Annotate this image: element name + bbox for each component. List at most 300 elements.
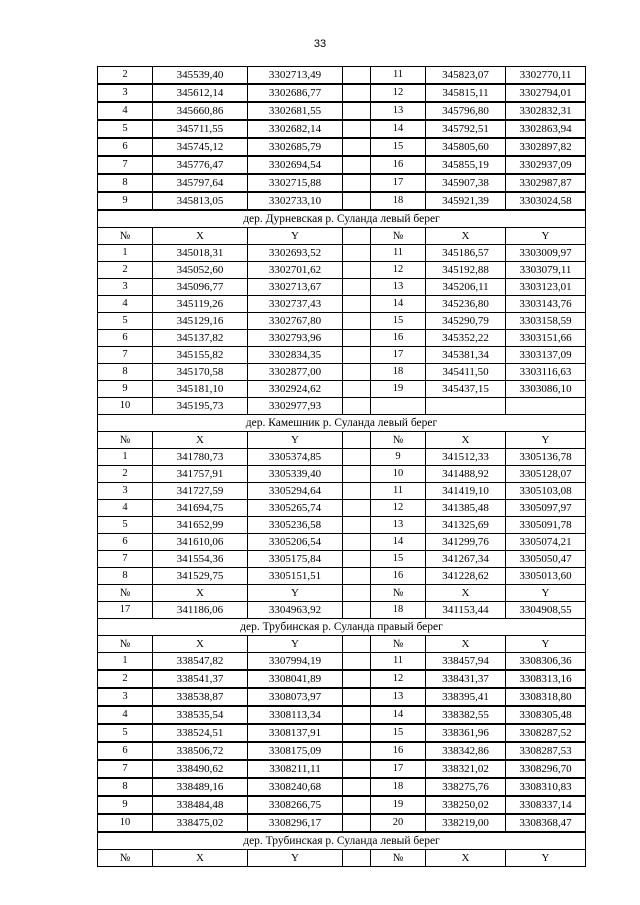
table-row (98, 551, 586, 568)
column-gap (343, 724, 371, 742)
header-x: X (426, 228, 506, 245)
column-gap (343, 636, 371, 653)
column-gap (343, 742, 371, 760)
y-coordinate: 3302793,96 (248, 330, 343, 347)
y-coordinate: 3302924,62 (248, 381, 343, 398)
column-gap (343, 432, 371, 449)
y-coordinate: 3302767,80 (248, 313, 343, 330)
y-coordinate: 3302770,11 (506, 67, 586, 85)
header-y: Y (248, 228, 343, 245)
point-number: 6 (98, 330, 153, 347)
y-coordinate: 3305206,54 (248, 534, 343, 551)
header-num: № (98, 585, 153, 602)
point-number: 8 (98, 174, 153, 192)
point-number: 10 (98, 814, 153, 832)
point-number: 15 (371, 551, 426, 568)
header-y: Y (506, 432, 586, 449)
point-number: 13 (371, 517, 426, 534)
header-y: Y (248, 636, 343, 653)
y-coordinate: 3305339,40 (248, 466, 343, 483)
column-gap (343, 653, 371, 671)
section-title-row (98, 210, 586, 228)
column-gap (343, 228, 371, 245)
table-row (98, 653, 586, 671)
y-coordinate: 3302685,79 (248, 138, 343, 156)
point-number: 12 (371, 670, 426, 688)
point-number: 4 (98, 706, 153, 724)
x-coordinate: 345792,51 (426, 120, 506, 138)
header-y: Y (506, 585, 586, 602)
x-coordinate: 338489,16 (153, 778, 248, 796)
point-number: 9 (98, 381, 153, 398)
point-number: 3 (98, 688, 153, 706)
table-row (98, 483, 586, 500)
y-coordinate: 3308287,52 (506, 724, 586, 742)
point-number: 14 (371, 296, 426, 313)
x-coordinate: 345137,82 (153, 330, 248, 347)
x-coordinate: 338275,76 (426, 778, 506, 796)
column-gap (343, 347, 371, 364)
table-row (98, 760, 586, 778)
header-x: X (153, 850, 248, 867)
point-number: 15 (371, 313, 426, 330)
x-coordinate: 341186,06 (153, 602, 248, 619)
table-row (98, 466, 586, 483)
column-gap (343, 760, 371, 778)
y-coordinate: 3305374,85 (248, 449, 343, 466)
point-number: 14 (371, 120, 426, 138)
point-number: 9 (98, 796, 153, 814)
x-coordinate: 341610,06 (153, 534, 248, 551)
section-title-row (98, 619, 586, 636)
column-gap (343, 500, 371, 517)
x-coordinate: 341694,75 (153, 500, 248, 517)
x-coordinate: 341652,99 (153, 517, 248, 534)
x-coordinate: 345921,39 (426, 192, 506, 210)
column-gap (343, 313, 371, 330)
x-coordinate: 338250,02 (426, 796, 506, 814)
x-coordinate: 341385,48 (426, 500, 506, 517)
y-coordinate: 3302686,77 (248, 84, 343, 102)
y-coordinate: 3308137,91 (248, 724, 343, 742)
x-coordinate: 341325,69 (426, 517, 506, 534)
x-coordinate: 345437,15 (426, 381, 506, 398)
point-number: 8 (98, 568, 153, 585)
header-x: X (153, 228, 248, 245)
table-row (98, 742, 586, 760)
point-number: 4 (98, 296, 153, 313)
x-coordinate: 345797,64 (153, 174, 248, 192)
point-number: 16 (371, 568, 426, 585)
column-gap (343, 102, 371, 120)
section-title: дер. Дурневская р. Суланда левый берег (98, 210, 586, 228)
y-coordinate: 3308266,75 (248, 796, 343, 814)
y-coordinate: 3308175,09 (248, 742, 343, 760)
y-coordinate: 3305050,47 (506, 551, 586, 568)
y-coordinate: 3302682,14 (248, 120, 343, 138)
table-row (98, 364, 586, 381)
y-coordinate: 3302693,52 (248, 245, 343, 262)
y-coordinate: 3308113,34 (248, 706, 343, 724)
point-number: 17 (98, 602, 153, 619)
column-gap (343, 568, 371, 585)
y-coordinate: 3303137,09 (506, 347, 586, 364)
x-coordinate: 345181,10 (153, 381, 248, 398)
x-coordinate: 338321,02 (426, 760, 506, 778)
page-number: 33 (313, 38, 327, 50)
section-title-row (98, 415, 586, 432)
x-coordinate: 345352,22 (426, 330, 506, 347)
table-row (98, 796, 586, 814)
point-number: 11 (371, 67, 426, 85)
point-number: 16 (371, 156, 426, 174)
point-number: 1 (98, 449, 153, 466)
table-row (98, 120, 586, 138)
column-gap (343, 585, 371, 602)
column-gap (343, 670, 371, 688)
column-gap (343, 398, 371, 415)
point-number: 13 (371, 688, 426, 706)
header-num: № (371, 432, 426, 449)
header-num: № (98, 636, 153, 653)
coordinates-table (97, 66, 586, 867)
y-coordinate: 3303151,66 (506, 330, 586, 347)
column-gap (343, 120, 371, 138)
point-number: 5 (98, 313, 153, 330)
point-number: 2 (98, 262, 153, 279)
table-row (98, 67, 586, 85)
point-number: 6 (98, 742, 153, 760)
x-coordinate: 338541,37 (153, 670, 248, 688)
y-coordinate: 3305265,74 (248, 500, 343, 517)
table-row (98, 245, 586, 262)
x-coordinate: 345052,60 (153, 262, 248, 279)
point-number: 2 (98, 466, 153, 483)
x-coordinate: 338490,62 (153, 760, 248, 778)
column-gap (343, 138, 371, 156)
point-number: 15 (371, 724, 426, 742)
point-number: 17 (371, 174, 426, 192)
point-number: 12 (371, 500, 426, 517)
table-row (98, 814, 586, 832)
y-coordinate: 3308306,36 (506, 653, 586, 671)
column-gap (343, 517, 371, 534)
point-number: 6 (98, 534, 153, 551)
x-coordinate: 341488,92 (426, 466, 506, 483)
y-coordinate: 3308318,80 (506, 688, 586, 706)
header-x: X (426, 850, 506, 867)
x-coordinate: 338382,55 (426, 706, 506, 724)
y-coordinate: 3302897,82 (506, 138, 586, 156)
x-coordinate: 338361,96 (426, 724, 506, 742)
x-coordinate: 338506,72 (153, 742, 248, 760)
column-gap (343, 796, 371, 814)
point-number: 6 (98, 138, 153, 156)
x-coordinate: 341757,91 (153, 466, 248, 483)
y-coordinate: 3305013,60 (506, 568, 586, 585)
header-y: Y (506, 850, 586, 867)
table-row (98, 449, 586, 466)
header-x: X (153, 585, 248, 602)
column-gap (343, 67, 371, 85)
y-coordinate: 3302713,49 (248, 67, 343, 85)
column-gap (343, 483, 371, 500)
y-coordinate: 3302987,87 (506, 174, 586, 192)
table-row (98, 262, 586, 279)
y-coordinate: 3303143,76 (506, 296, 586, 313)
x-coordinate: 345290,79 (426, 313, 506, 330)
y-coordinate: 3308211,11 (248, 760, 343, 778)
column-gap (343, 551, 371, 568)
y-coordinate: 3302832,31 (506, 102, 586, 120)
table-row (98, 192, 586, 210)
y-coordinate: 3305074,21 (506, 534, 586, 551)
x-coordinate: 345796,80 (426, 102, 506, 120)
column-gap (343, 850, 371, 867)
y-coordinate: 3305151,51 (248, 568, 343, 585)
y-coordinate: 3308073,97 (248, 688, 343, 706)
y-coordinate: 3308313,16 (506, 670, 586, 688)
table-row (98, 778, 586, 796)
point-number: 4 (98, 500, 153, 517)
x-coordinate: 338547,82 (153, 653, 248, 671)
y-coordinate: 3303009,97 (506, 245, 586, 262)
point-number: 5 (98, 517, 153, 534)
column-gap (343, 192, 371, 210)
point-number: 18 (371, 602, 426, 619)
x-coordinate: 341153,44 (426, 602, 506, 619)
table-row (98, 84, 586, 102)
y-coordinate: 3305136,78 (506, 449, 586, 466)
table-row (98, 102, 586, 120)
column-gap (343, 174, 371, 192)
y-coordinate: 3307994,19 (248, 653, 343, 671)
x-coordinate: 345411,50 (426, 364, 506, 381)
table-row (98, 688, 586, 706)
x-coordinate: 345745,12 (153, 138, 248, 156)
header-x: X (153, 432, 248, 449)
y-coordinate: 3302834,35 (248, 347, 343, 364)
table-row (98, 398, 586, 415)
y-coordinate: 3305128,07 (506, 466, 586, 483)
y-coordinate: 3302694,54 (248, 156, 343, 174)
y-coordinate (506, 398, 586, 415)
table-row (98, 296, 586, 313)
point-number: 11 (371, 245, 426, 262)
header-num: № (98, 432, 153, 449)
y-coordinate: 3302877,00 (248, 364, 343, 381)
header-y: Y (506, 636, 586, 653)
point-number: 10 (371, 466, 426, 483)
column-gap (343, 449, 371, 466)
table-row (98, 706, 586, 724)
x-coordinate: 341267,34 (426, 551, 506, 568)
x-coordinate: 338538,87 (153, 688, 248, 706)
point-number: 18 (371, 192, 426, 210)
table-row (98, 500, 586, 517)
y-coordinate: 3308296,17 (248, 814, 343, 832)
x-coordinate: 345129,16 (153, 313, 248, 330)
x-coordinate: 345186,57 (426, 245, 506, 262)
point-number: 8 (98, 778, 153, 796)
column-gap (343, 279, 371, 296)
x-coordinate: 338535,54 (153, 706, 248, 724)
x-coordinate: 338457,94 (426, 653, 506, 671)
x-coordinate: 341529,75 (153, 568, 248, 585)
x-coordinate: 345119,26 (153, 296, 248, 313)
x-coordinate: 345711,55 (153, 120, 248, 138)
header-x: X (153, 636, 248, 653)
column-gap (343, 381, 371, 398)
x-coordinate: 345206,11 (426, 279, 506, 296)
point-number: 7 (98, 760, 153, 778)
y-coordinate: 3305091,78 (506, 517, 586, 534)
column-gap (343, 245, 371, 262)
y-coordinate: 3308287,53 (506, 742, 586, 760)
y-coordinate: 3308337,14 (506, 796, 586, 814)
table-row (98, 330, 586, 347)
column-header-row (98, 432, 586, 449)
point-number (371, 398, 426, 415)
y-coordinate: 3308368,47 (506, 814, 586, 832)
x-coordinate: 341299,76 (426, 534, 506, 551)
point-number: 4 (98, 102, 153, 120)
column-gap (343, 84, 371, 102)
point-number: 15 (371, 138, 426, 156)
column-gap (343, 156, 371, 174)
y-coordinate: 3302737,43 (248, 296, 343, 313)
y-coordinate: 3308305,48 (506, 706, 586, 724)
point-number: 17 (371, 347, 426, 364)
point-number: 9 (98, 192, 153, 210)
y-coordinate: 3305294,64 (248, 483, 343, 500)
table-row (98, 156, 586, 174)
x-coordinate: 338219,00 (426, 814, 506, 832)
x-coordinate: 345907,38 (426, 174, 506, 192)
column-gap (343, 814, 371, 832)
y-coordinate: 3302863,94 (506, 120, 586, 138)
x-coordinate: 345805,60 (426, 138, 506, 156)
y-coordinate: 3302715,88 (248, 174, 343, 192)
header-num: № (371, 228, 426, 245)
header-num: № (98, 228, 153, 245)
column-header-row (98, 636, 586, 653)
point-number: 11 (371, 653, 426, 671)
x-coordinate: 345236,80 (426, 296, 506, 313)
header-y: Y (248, 432, 343, 449)
x-coordinate: 345155,82 (153, 347, 248, 364)
header-y: Y (506, 228, 586, 245)
y-coordinate: 3305236,58 (248, 517, 343, 534)
y-coordinate: 3303158,59 (506, 313, 586, 330)
header-num: № (98, 850, 153, 867)
table-row (98, 670, 586, 688)
x-coordinate: 345776,47 (153, 156, 248, 174)
point-number: 8 (98, 364, 153, 381)
x-coordinate: 345381,34 (426, 347, 506, 364)
point-number: 13 (371, 102, 426, 120)
point-number: 7 (98, 347, 153, 364)
column-header-row (98, 585, 586, 602)
column-gap (343, 778, 371, 796)
header-y: Y (248, 585, 343, 602)
point-number: 10 (98, 398, 153, 415)
column-gap (343, 688, 371, 706)
y-coordinate: 3302701,62 (248, 262, 343, 279)
column-gap (343, 364, 371, 381)
header-x: X (426, 432, 506, 449)
column-header-row (98, 228, 586, 245)
y-coordinate: 3308296,70 (506, 760, 586, 778)
x-coordinate: 345170,58 (153, 364, 248, 381)
header-x: X (426, 636, 506, 653)
y-coordinate: 3304908,55 (506, 602, 586, 619)
point-number: 5 (98, 120, 153, 138)
y-coordinate: 3303024,58 (506, 192, 586, 210)
x-coordinate: 345815,11 (426, 84, 506, 102)
table-row (98, 138, 586, 156)
table-row (98, 602, 586, 619)
table-row (98, 174, 586, 192)
x-coordinate: 345192,88 (426, 262, 506, 279)
x-coordinate: 341780,73 (153, 449, 248, 466)
y-coordinate: 3302681,55 (248, 102, 343, 120)
y-coordinate: 3308240,68 (248, 778, 343, 796)
header-x: X (426, 585, 506, 602)
point-number: 14 (371, 534, 426, 551)
column-gap (343, 602, 371, 619)
y-coordinate: 3303079,11 (506, 262, 586, 279)
table-row (98, 534, 586, 551)
point-number: 1 (98, 653, 153, 671)
x-coordinate: 341228,62 (426, 568, 506, 585)
point-number: 9 (371, 449, 426, 466)
x-coordinate: 345823,07 (426, 67, 506, 85)
x-coordinate: 338431,37 (426, 670, 506, 688)
point-number: 18 (371, 778, 426, 796)
point-number: 14 (371, 706, 426, 724)
column-gap (343, 534, 371, 551)
y-coordinate: 3303086,10 (506, 381, 586, 398)
point-number: 19 (371, 796, 426, 814)
point-number: 16 (371, 742, 426, 760)
table-row (98, 279, 586, 296)
x-coordinate: 338395,41 (426, 688, 506, 706)
column-header-row (98, 850, 586, 867)
point-number: 11 (371, 483, 426, 500)
point-number: 20 (371, 814, 426, 832)
x-coordinate: 345539,40 (153, 67, 248, 85)
section-title: дер. Камешник р. Суланда левый берег (98, 415, 586, 432)
header-y: Y (248, 850, 343, 867)
table-row (98, 724, 586, 742)
point-number: 7 (98, 551, 153, 568)
column-gap (343, 706, 371, 724)
column-gap (343, 262, 371, 279)
coordinates-table-body (98, 67, 586, 867)
y-coordinate: 3302937,09 (506, 156, 586, 174)
x-coordinate: 345612,14 (153, 84, 248, 102)
x-coordinate: 341727,59 (153, 483, 248, 500)
point-number: 3 (98, 84, 153, 102)
header-num: № (371, 636, 426, 653)
x-coordinate: 345195,73 (153, 398, 248, 415)
point-number: 16 (371, 330, 426, 347)
point-number: 2 (98, 67, 153, 85)
point-number: 3 (98, 279, 153, 296)
table-row (98, 313, 586, 330)
x-coordinate: 338475,02 (153, 814, 248, 832)
